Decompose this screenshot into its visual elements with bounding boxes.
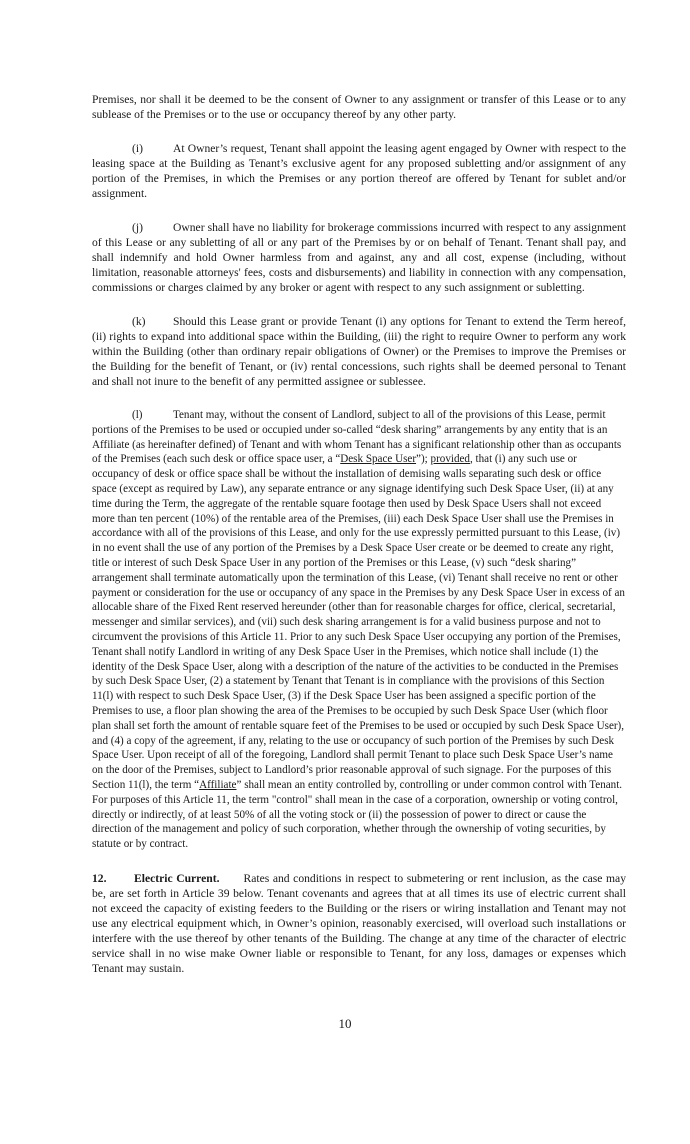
paragraph-label: (i) — [132, 142, 143, 155]
paragraph-text: ”); — [416, 453, 431, 466]
section-title: Electric Current. — [134, 871, 220, 885]
section-text: Rates and conditions in respect to submetering or rent inclusion, as the case may be, are set forth in Article 39 below. Tenant covenants and agrees that at all times its use of electric current shall not exceed the capacity of existing feeders to the Building or the risers or wiring installation and Tenant may not use any electrical equipment which, in Owner’s opinion, reasonably exercised, will overload such installations or interfere with the use thereof by other tenants of the Building. The change at any time of the character of electric service shall in no wise make Owner liable or responsible to Tenant, for any loss, damages or expenses which Tenant may sustain. — [92, 871, 627, 975]
paragraph-text: Owner shall have no liability for brokerage commissions incurred with respect to any assignment of this Lease or any subletting of all or any part of the Premises by or on behalf of Tenant. Tenant shall pay, and shall indemnify and hold Owner harmless from and against, any and all cost, expense (including, without limitation, reasonable attorneys' fees, costs and disbursements) and liability in connection with any compensation, commissions or charges claimed by any broker or agent with respect to any such assignment or subletting. — [92, 221, 626, 294]
paragraph-text: Tenant may, without the consent of Landlord, subject to all of the provisions of this Lease, permit portions of the Premises to be used or occupied under so-called “desk sharing” arrangements by any entity that is an Affiliate (as hereinafter defined) of Tenant and with whom Tenant has a significant relationship other than as occupants of the Premises (each such desk or office space user, a “ — [92, 409, 622, 466]
paragraph-text: Should this Lease grant or provide Tenant (i) any options for Tenant to extend the Term hereof, (ii) rights to expand into additional space within the Building, (iii) the right to require Owner to perform any work within the Building (other than ordinary repair obligations of Owner) or the Premises to improve the Premises or the Building for the benefit of Tenant, or (iv) rental concessions, such rights shall be deemed personal to Tenant and shall not inure to the benefit of any permitted assignee or sublessee. — [92, 315, 626, 388]
page-number: 10 — [338, 1016, 352, 1031]
paragraph-l — [92, 408, 626, 852]
paragraph-k — [92, 314, 626, 389]
paragraph-i — [92, 141, 626, 201]
paragraph-label: (k) — [132, 315, 146, 328]
defined-term-desk-space-user: Desk Space User — [340, 453, 417, 466]
section-12 — [92, 871, 626, 976]
paragraph-continuation: Premises, nor shall it be deemed to be the consent of Owner to any assignment or transfer of this Lease or to any sublease of the Premises or to the use or occupancy thereof by any other party. — [92, 93, 626, 121]
paragraph-text: ” shall mean an entity controlled by, controlling or under common control with Tenant. For purposes of this Article 11, the term "control" shall mean in the case of a corporation, ownership or voting control, directly or indirectly, of at least 50% of all the voting stock or (ii) the possession of power to direct or cause the direction of the management and policy of such corporation, whether through the ownership of voting securities, by statute or by contract. — [92, 778, 623, 851]
document-page — [92, 92, 626, 976]
provided-keyword: provided — [430, 453, 470, 466]
paragraph-text: , that (i) any such use or occupancy of desk or office space shall be without the installation of demising walls separating such desk or office space (except as required by Law), any separate entrance or any signage identifying such Desk Space User, (ii) at any time during the Term, the aggregate of the rentable square footage then used by Desk Space Users shall not exceed more than ten percent (10%) of the rentable area of the Premises, (iii) each Desk Space User shall use the Premises in accordance with all of the provisions of this Lease, and only for the use expressly permitted pursuant to this Lease, (iv) in no event shall the use of any portion of the Premises by a Desk Space User create or be deemed to create any right, title or interest of such Desk Space User in any portion of the Premises or this Lease, (v) such “desk sharing” arrangement shall terminate automatically upon the termination of this Lease, (vi) Tenant shall receive no rent or other payment or consideration for the use or occupancy of any space in the Premises by any Desk Space User in excess of an allocable share of the Fixed Rent reserved hereunder (other than for reasonable charges for office, clerical, secretarial, messenger and similar services), and (vii) such desk sharing arrangement is for a valid business purpose and not to circumvent the provisions of this Article 11. Prior to any such Desk Space User occupying any portion of the Premises, Tenant shall notify Landlord in writing of any Desk Space User in the Premises, which notice shall include (1) the identity of the Desk Space User, along with a description of the nature of the activities to be conducted in the Premises by such Desk Space User, (2) a statement by Tenant that Tenant is in compliance with the provisions of this Section 11(l) with respect to such Desk Space User, (3) if the Desk Space User has been assigned a specific portion of the Premises to use, a floor plan showing the area of the Premises to be occupied by such Desk Space User (which floor plan shall set forth the amount of rentable square feet of the Premises to be used or occupied by such Desk Space User), and (4) a copy of the agreement, if any, relating to the use or occupancy of such portion of the Premises by such Desk Space User. Upon receipt of all of the foregoing, Landlord shall permit Tenant to place such Desk Space User’s name on the door of the Premises, subject to Landlord’s prior reasonable approval of such signage. For the purposes of this Section 11(l), the term “ — [92, 453, 625, 791]
paragraph-j — [92, 220, 626, 295]
paragraph-label: (l) — [132, 409, 143, 421]
paragraph-text: At Owner’s request, Tenant shall appoint the leasing agent engaged by Owner with respect to the leasing space at the Building as Tenant’s exclusive agent for any proposed subletting and/or assignment of any portion of the Premises, in which the Premises or any portion thereof are offered by Tenant for sublet and/or assignment. — [92, 142, 626, 200]
section-number: 12. — [92, 871, 107, 885]
defined-term-affiliate: Affiliate — [199, 778, 237, 791]
paragraph-label: (j) — [132, 221, 143, 234]
